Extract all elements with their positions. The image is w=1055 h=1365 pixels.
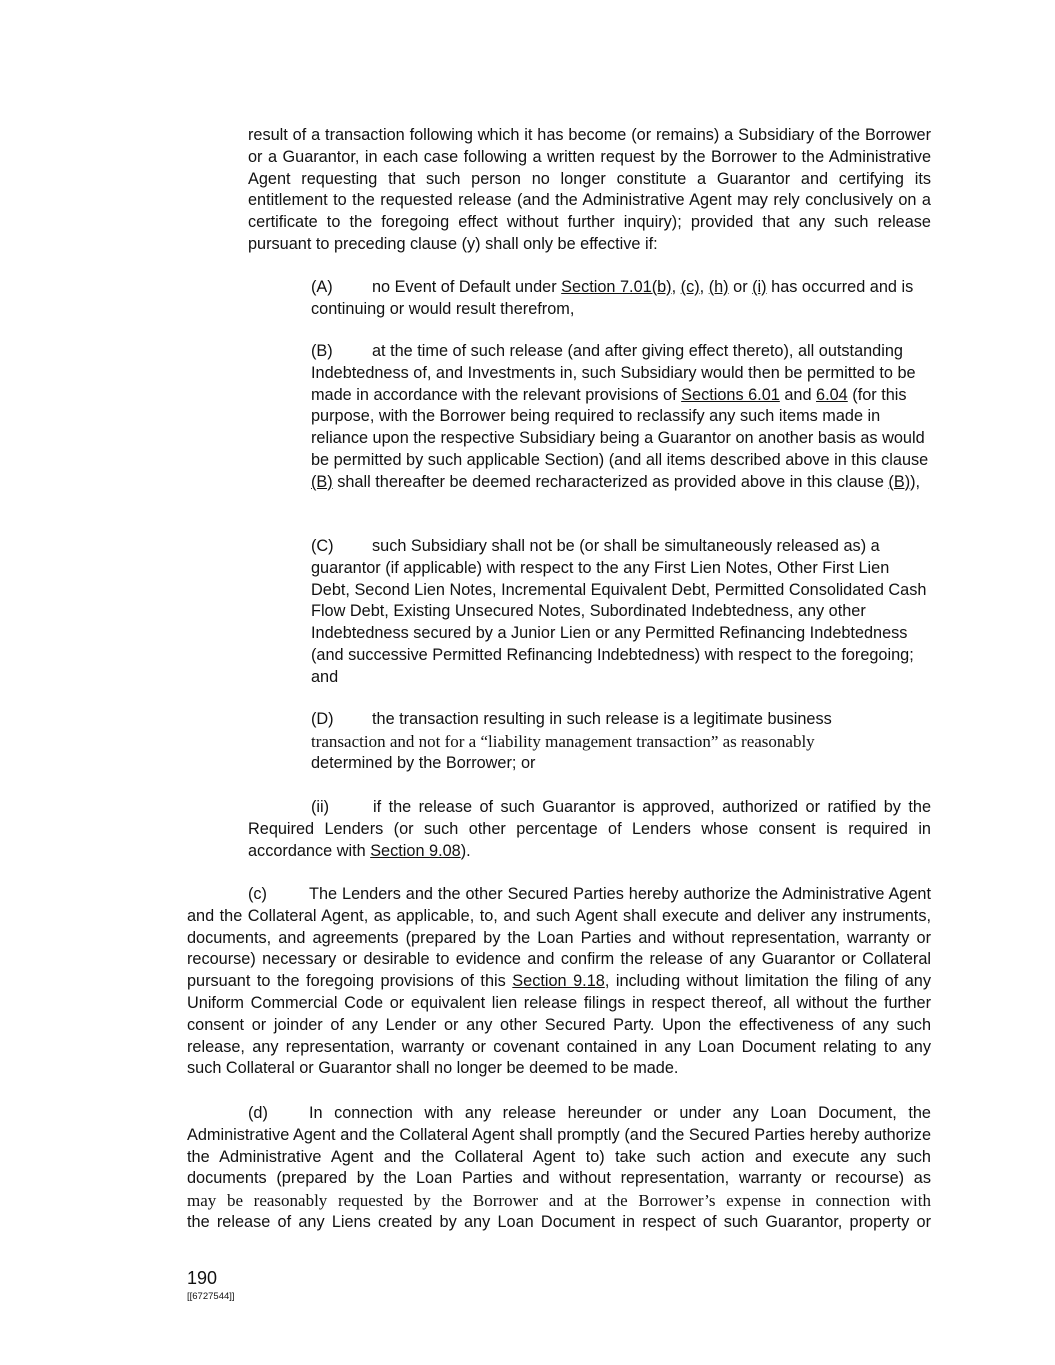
paragraph-d: (d) In connection with any release hereunder or under any Loan Document, the Administrative Agent and the Collateral Agent shall promptly (and the Secured Parties hereby authorize the Administrative Agent and the Collateral Agent to) take such action and execute any such documents (prepared by the Loan Parties and without representation, warranty or recourse) as may be reasonably requested by the Borrower and at the Borrower’s expense in connection with the release of any Liens created by any Loan Document in respect of such Guarantor, property or bbox=[187, 1104, 931, 1231]
clause-b: (B) at the time of such release (and after giving effect thereto), all outstanding Indebtedness of, and Investments in, such Subsidiary would then be permitted to be made in accordance with the relevant provisions of Sections 6.01 and 6.04 (for this purpose, with the Borrower being required to reclassify any such items made in reliance upon the respective Subsidiary being a Guarantor on another basis as would be permitted by such applicable Section) (and all items described above in this clause (B) shall thereafter be deemed recharacterized as provided above in this clause (B)), bbox=[311, 342, 929, 491]
clause-ref-b: (B) bbox=[311, 472, 333, 491]
clause-d-sub-label: (D) bbox=[311, 710, 334, 728]
clause-b-label: (B) bbox=[311, 342, 333, 360]
paragraph-d-label: (d) bbox=[248, 1104, 268, 1122]
clause-c-sub: (C) such Subsidiary shall not be (or shall be simultaneously released as) a guarantor (if applicable) with respect to the any First Lien Notes, Other First Lien Debt, Second Lien Notes, Incremental Equivalent Debt, Permitted Consolidated Cash Flow Debt, Existing Unsecured Notes, Subordinated Indebtedness, any other Indebtedness secured by a Junior Lien or any Permitted Refinancing Indebtedness (and successive Permitted Refinancing Indebtedness) with respect to the foregoing; and bbox=[311, 537, 927, 686]
sections-ref-6-01: Sections 6.01 bbox=[681, 385, 780, 404]
clause-ii: (ii) if the release of such Guarantor is approved, authorized or ratified by the Required Lenders (or such other percentage of Lenders whose consent is required in accordance with Section 9.08). bbox=[248, 798, 931, 860]
clause-ii-label: (ii) bbox=[311, 798, 330, 816]
clause-ref-b-2: (B) bbox=[888, 472, 911, 491]
ref-c: (c) bbox=[680, 278, 700, 296]
section-ref-9-18: Section 9.18 bbox=[512, 972, 605, 991]
intro-paragraph: result of a transaction following which it has become (or remains) a Subsidiary of the Borrower or a Guarantor, in each case following a written request by the Borrower to the Administrative Agent requesting that such person no longer constitute a Guarantor and certifying its entitlement to the requested release (and the Administrative Agent may rely conclusively on a certificate to the foregoing effect without further inquiry); provided that any such release pursuant to preceding clause (y) shall only be effective if: bbox=[248, 126, 931, 253]
clause-d-sub: (D) the transaction resulting in such release is a legitimate business transaction and not for a “liability management transaction” as reasonably determined by the Borrower; or bbox=[311, 710, 832, 772]
ref-h: (h) bbox=[708, 278, 729, 296]
clause-a: (A) no Event of Default under Section 7.01(b), (c), (h) or (i) has occurred and is continuing or would result therefrom, bbox=[311, 278, 914, 318]
document-id: [[6727544]] bbox=[187, 1291, 235, 1302]
paragraph-c: (c) The Lenders and the other Secured Parties hereby authorize the Administrative Agent and the Collateral Agent, as applicable, to, and such Agent shall execute and deliver any instruments, documents, and agreements (prepared by the Loan Parties and without representation, warranty or recourse) necessary or desirable to evidence and confirm the release of any Guarantor or Collateral pursuant to the foregoing provisions of this Section 9.18, including without limitation the filing of any Uniform Commercial Code or equivalent lien release filings in respect thereof, all without the further consent or joinder of any Lender or any other Secured Party. Upon the effectiveness of any such release, any representation, warranty or covenant contained in any Loan Document relating to any such Collateral or Guarantor shall no longer be deemed to be made. bbox=[187, 885, 931, 1078]
clause-a-label: (A) bbox=[311, 278, 333, 296]
page-number: 190 bbox=[187, 1268, 218, 1288]
ref-i: (i) bbox=[752, 278, 767, 296]
paragraph-c-label: (c) bbox=[248, 885, 267, 903]
section-ref-6-04: 6.04 bbox=[816, 385, 848, 404]
clause-c-sub-label: (C) bbox=[311, 537, 334, 555]
section-ref-9-08: Section 9.08 bbox=[370, 841, 461, 860]
section-ref-7-01b: Section 7.01(b) bbox=[561, 278, 672, 296]
